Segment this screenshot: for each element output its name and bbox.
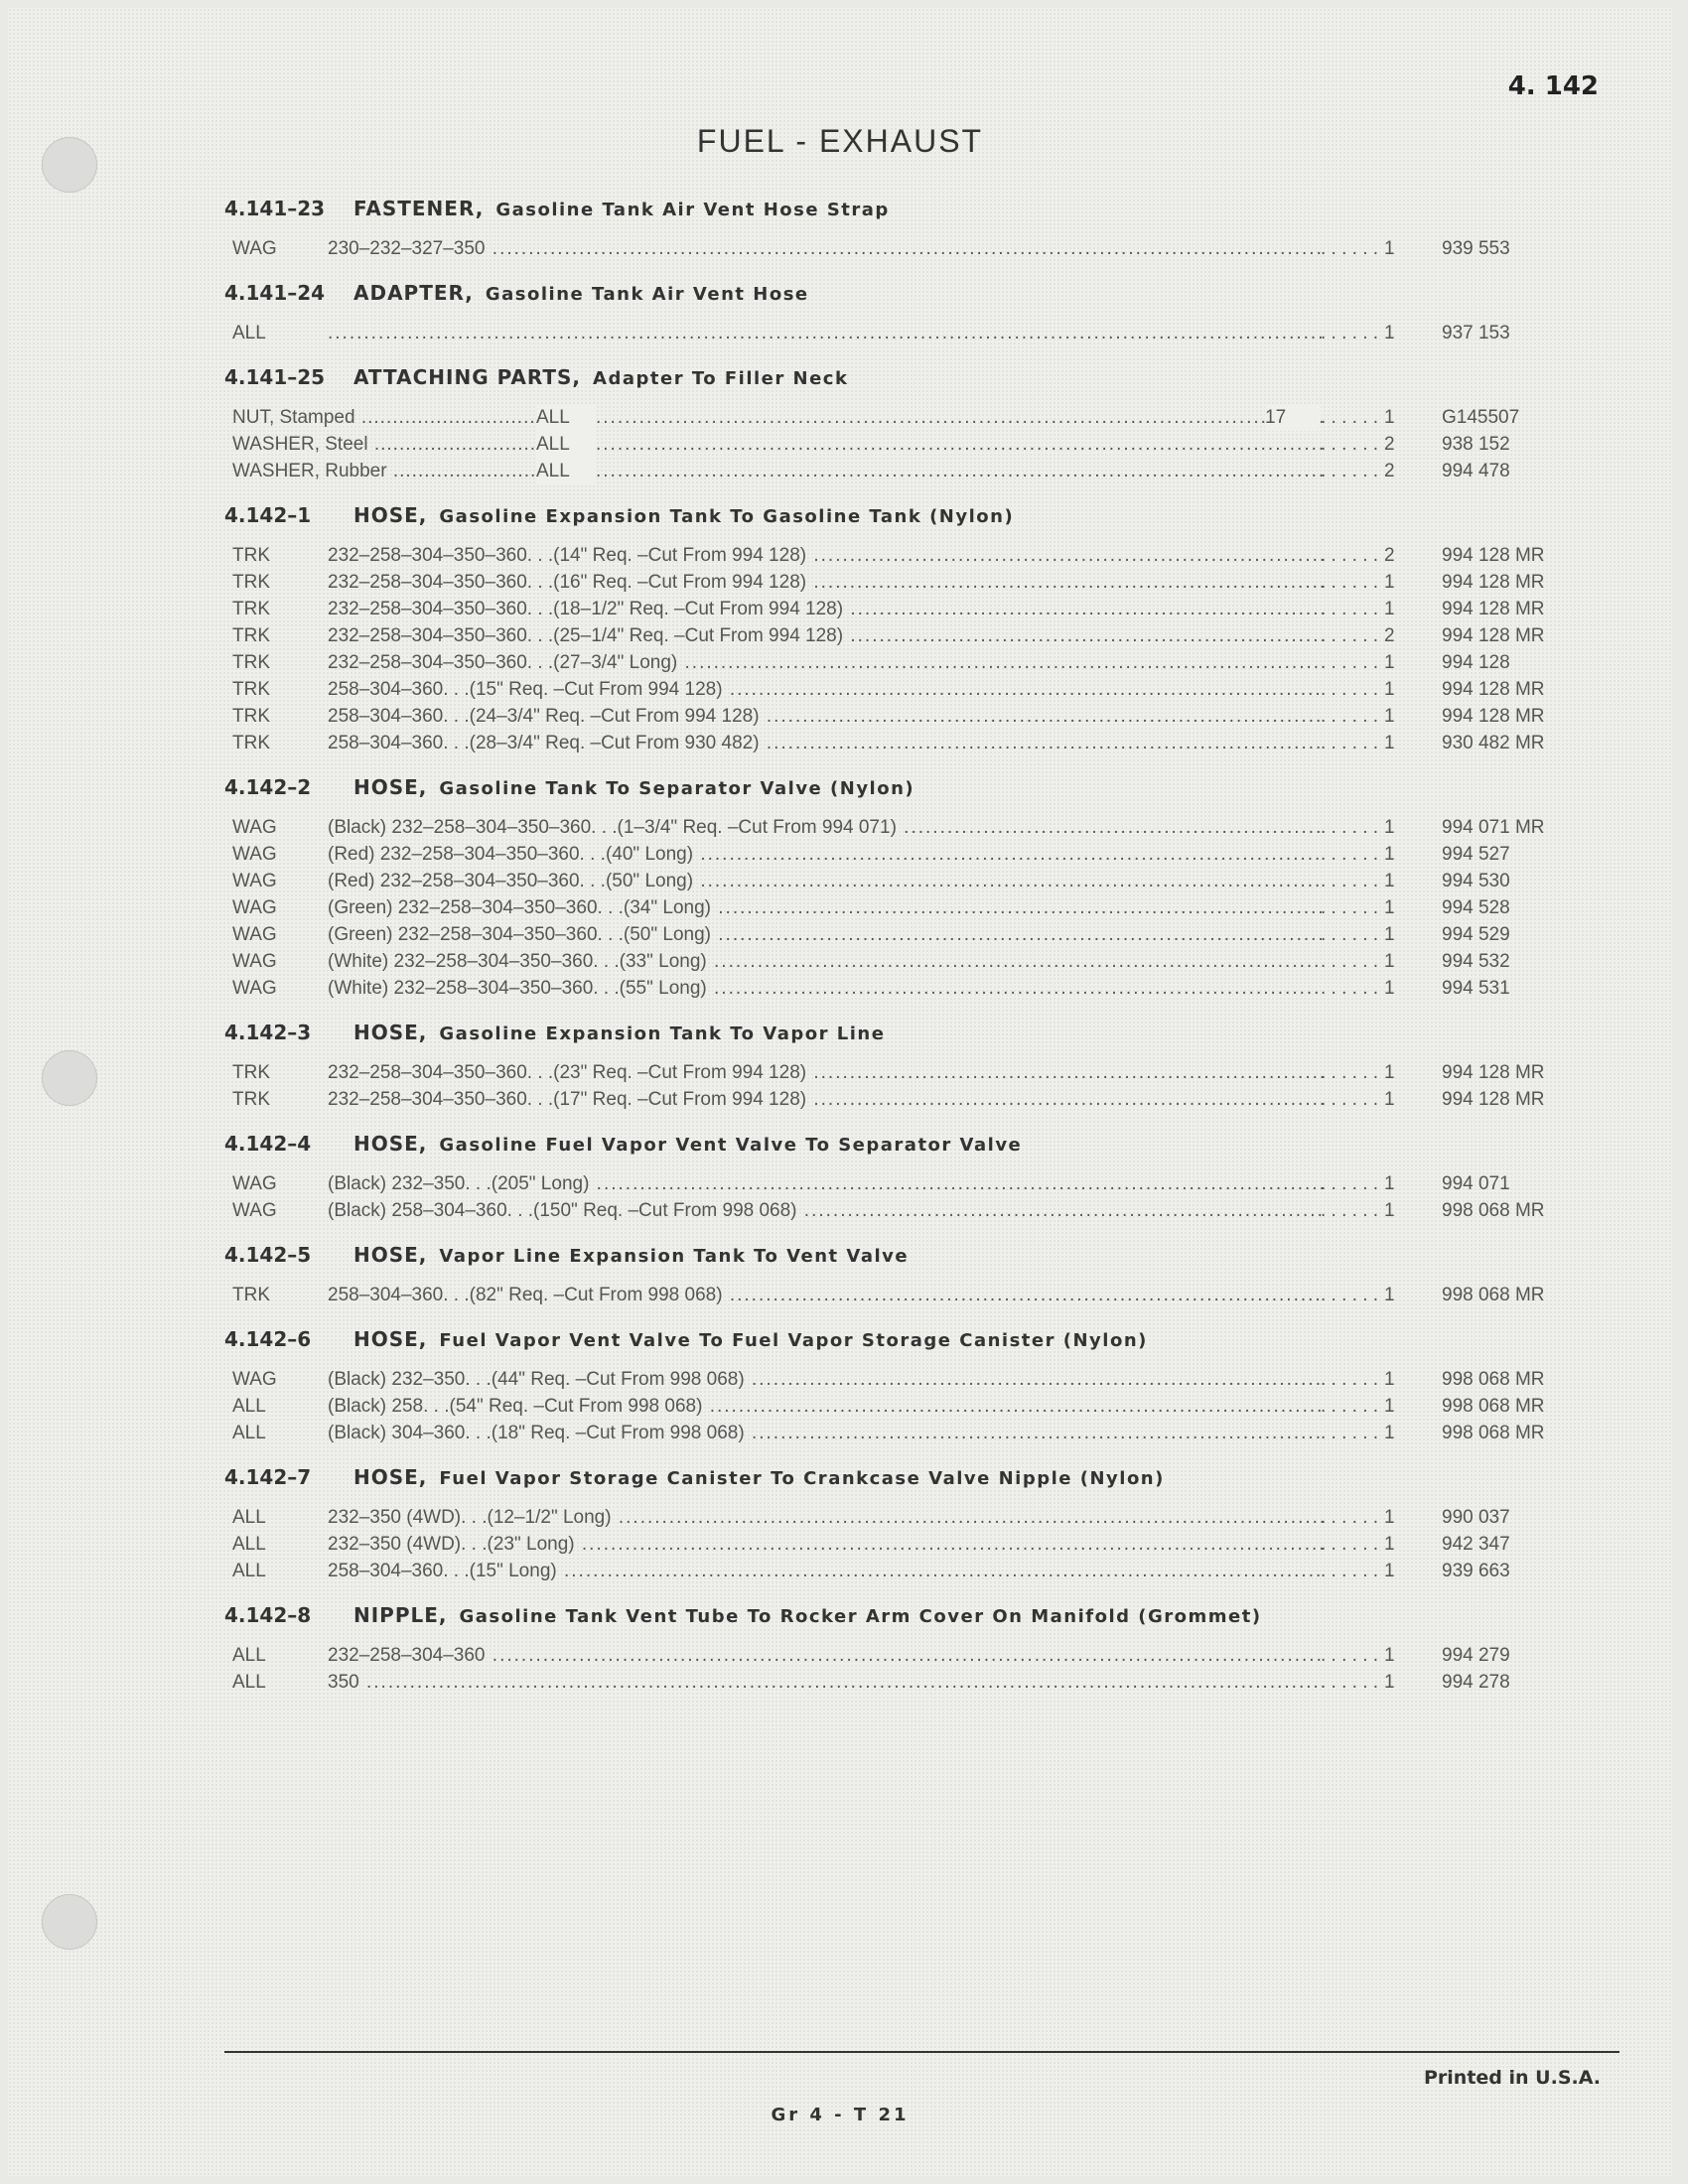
part-number: 994 278: [1442, 1672, 1510, 1693]
part-row: [224, 841, 1595, 868]
part-usage: ALL: [536, 404, 596, 431]
part-row: [224, 1059, 1595, 1086]
quantity: 1: [1384, 844, 1395, 865]
part-row: [224, 404, 1595, 431]
section-heading: [224, 493, 1595, 527]
section-part-name: HOSE,: [353, 1243, 428, 1267]
model-code: ALL: [232, 1423, 266, 1443]
quantity: 1: [1384, 1423, 1395, 1443]
section-number: 4.141–25: [224, 365, 326, 389]
part-row: [224, 894, 1595, 921]
part-row: [224, 320, 1595, 346]
quantity: 2: [1384, 625, 1395, 646]
part-row: [224, 1420, 1595, 1446]
model-code: WAG: [232, 871, 277, 891]
part-description: 232–258–304–360 .....: [328, 1642, 1323, 1669]
part-description: (Red) 232–258–304–350–360. . .(50" Long) .....: [328, 868, 1323, 894]
parts-section: [224, 1011, 1595, 1113]
part-row: [224, 1642, 1595, 1669]
parts-section: [224, 1455, 1595, 1584]
part-number: 994 071 MR: [1442, 817, 1545, 838]
part-number: 994 128 MR: [1442, 679, 1545, 700]
section-part-name: ADAPTER,: [353, 281, 474, 305]
section-heading: [224, 765, 1595, 799]
part-description: (Black) 232–350. . .(44" Req. –Cut From 998 068) .....: [328, 1366, 1323, 1393]
part-number: 994 128 MR: [1442, 599, 1545, 619]
column-leader: . . . . . .: [1321, 706, 1379, 727]
part-description: (Black) 232–350. . .(205" Long) .....: [328, 1170, 1323, 1197]
section-part-name: HOSE,: [353, 1021, 428, 1044]
part-row: [224, 1669, 1595, 1696]
column-leader: . . . . . .: [1321, 1396, 1379, 1417]
part-description: 258–304–360. . .(15" Req. –Cut From 994 128) .....: [328, 676, 1323, 703]
section-number: 4.142–6: [224, 1327, 312, 1351]
part-name: WASHER, Steel .....: [232, 431, 536, 458]
part-description: (White) 232–258–304–350–360. . .(55" Long) .....: [328, 975, 1323, 1002]
part-description: [596, 431, 1323, 458]
part-number: 998 068 MR: [1442, 1423, 1545, 1443]
part-name: WASHER, Rubber .....: [232, 458, 536, 484]
part-description: 232–258–304–350–360. . .(18–1/2" Req. –Cut From 994 128) .....: [328, 596, 1323, 622]
model-code: TRK: [232, 679, 270, 700]
column-leader: . . . . . .: [1321, 1285, 1379, 1305]
catalog-page: [8, 8, 1672, 2176]
model-code: TRK: [232, 652, 270, 673]
part-number: 994 530: [1442, 871, 1510, 891]
section-part-name: NIPPLE,: [353, 1603, 448, 1627]
model-code: ALL: [232, 1561, 266, 1581]
section-part-name: ATTACHING PARTS,: [353, 365, 582, 389]
model-code: WAG: [232, 1369, 277, 1390]
part-number: 994 279: [1442, 1645, 1510, 1666]
section-number: 4.142–2: [224, 775, 312, 799]
part-usage: ALL: [536, 458, 596, 484]
part-description: (Black) 258. . .(54" Req. –Cut From 998 068) .....: [328, 1393, 1323, 1420]
quantity: 1: [1384, 1672, 1395, 1693]
section-heading: [224, 1011, 1595, 1044]
column-leader: . . . . . .: [1321, 897, 1379, 918]
part-description: [328, 320, 1323, 346]
part-row: [224, 569, 1595, 596]
part-number: 994 527: [1442, 844, 1510, 865]
section-part-name: HOSE,: [353, 1327, 428, 1351]
part-number: 939 663: [1442, 1561, 1510, 1581]
section-number: 4.142–4: [224, 1132, 312, 1156]
model-code: WAG: [232, 238, 277, 259]
model-code: WAG: [232, 897, 277, 918]
column-leader: . . . . . .: [1321, 978, 1379, 999]
column-leader: . . . . . .: [1321, 1507, 1379, 1528]
part-number: 998 068 MR: [1442, 1285, 1545, 1305]
model-code: WAG: [232, 978, 277, 999]
quantity: 1: [1384, 1173, 1395, 1194]
part-number: 998 068 MR: [1442, 1200, 1545, 1221]
part-description: 232–258–304–350–360. . .(27–3/4" Long) .....: [328, 649, 1323, 676]
part-row: [224, 676, 1595, 703]
section-part-name: HOSE,: [353, 1465, 428, 1489]
part-row: [224, 649, 1595, 676]
column-leader: . . . . . .: [1321, 871, 1379, 891]
part-row: [224, 431, 1595, 458]
part-row: [224, 542, 1595, 569]
quantity: 1: [1384, 1561, 1395, 1581]
parts-section: [224, 1593, 1595, 1696]
section-description: Gasoline Expansion Tank To Vapor Line: [439, 1024, 886, 1044]
model-code: TRK: [232, 572, 270, 593]
part-number: 939 553: [1442, 238, 1510, 259]
part-description: (Red) 232–258–304–350–360. . .(40" Long) .....: [328, 841, 1323, 868]
section-heading: [224, 187, 1595, 220]
part-row: [224, 1504, 1595, 1531]
part-number: 998 068 MR: [1442, 1396, 1545, 1417]
column-leader: . . . . . .: [1321, 1423, 1379, 1443]
parts-section: [224, 271, 1595, 346]
parts-section: [224, 355, 1595, 484]
group-code: Gr 4 - T 21: [771, 2105, 910, 2125]
part-row: [224, 730, 1595, 756]
section-heading: [224, 1122, 1595, 1156]
part-number: 930 482 MR: [1442, 733, 1545, 753]
column-leader: . . . . . .: [1321, 238, 1379, 259]
section-description: Gasoline Tank Vent Tube To Rocker Arm Cover On Manifold (Grommet): [459, 1606, 1262, 1627]
quantity: 1: [1384, 1200, 1395, 1221]
printed-in-label: Printed in U.S.A.: [1424, 2067, 1601, 2089]
part-row: [224, 703, 1595, 730]
part-description: 258–304–360. . .(24–3/4" Req. –Cut From 994 128) .....: [328, 703, 1323, 730]
model-code: WAG: [232, 951, 277, 972]
model-code: TRK: [232, 1285, 270, 1305]
model-code: ALL: [232, 1672, 266, 1693]
page-title: FUEL - EXHAUST: [696, 123, 984, 159]
section-number: 4.142–3: [224, 1021, 312, 1044]
part-description: (Black) 258–304–360. . .(150" Req. –Cut From 998 068) .....: [328, 1197, 1323, 1224]
section-number: 4.142–8: [224, 1603, 312, 1627]
part-row: [224, 1558, 1595, 1584]
section-part-name: FASTENER,: [353, 197, 485, 220]
quantity: 1: [1384, 978, 1395, 999]
reference-number: 17: [1265, 404, 1321, 431]
quantity: 1: [1384, 572, 1395, 593]
part-description: (Black) 304–360. . .(18" Req. –Cut From 998 068) .....: [328, 1420, 1323, 1446]
parts-section: [224, 1233, 1595, 1308]
section-number: 4.142–5: [224, 1243, 312, 1267]
section-description: Fuel Vapor Vent Valve To Fuel Vapor Storage Canister (Nylon): [439, 1330, 1148, 1351]
quantity: 1: [1384, 407, 1395, 428]
column-leader: . . . . . .: [1321, 1089, 1379, 1110]
part-number: 994 128 MR: [1442, 625, 1545, 646]
model-code: WAG: [232, 924, 277, 945]
part-number: 994 128 MR: [1442, 545, 1545, 566]
quantity: 1: [1384, 1062, 1395, 1083]
parts-section: [224, 1122, 1595, 1224]
part-number: 990 037: [1442, 1507, 1510, 1528]
part-number: 998 068 MR: [1442, 1369, 1545, 1390]
model-code: ALL: [232, 1645, 266, 1666]
part-row: [224, 814, 1595, 841]
section-heading: [224, 1317, 1595, 1351]
parts-section: [224, 187, 1595, 262]
quantity: 1: [1384, 951, 1395, 972]
quantity: 1: [1384, 817, 1395, 838]
section-number: 4.141–23: [224, 197, 326, 220]
section-heading: [224, 271, 1595, 305]
section-heading: [224, 1455, 1595, 1489]
part-description: 350 .....: [328, 1669, 1323, 1696]
column-leader: . . . . . .: [1321, 844, 1379, 865]
section-number: 4.142–7: [224, 1465, 312, 1489]
model-code: TRK: [232, 733, 270, 753]
part-description: 232–258–304–350–360. . .(23" Req. –Cut From 994 128) .....: [328, 1059, 1323, 1086]
quantity: 1: [1384, 323, 1395, 343]
part-number: 994 529: [1442, 924, 1510, 945]
punch-hole: [42, 1050, 97, 1106]
column-leader: . . . . . .: [1321, 461, 1379, 481]
quantity: 1: [1384, 1534, 1395, 1555]
part-row: [224, 1393, 1595, 1420]
quantity: 1: [1384, 897, 1395, 918]
column-leader: . . . . . .: [1321, 733, 1379, 753]
column-leader: . . . . . .: [1321, 924, 1379, 945]
part-row: [224, 1170, 1595, 1197]
part-number: 937 153: [1442, 323, 1510, 343]
column-leader: . . . . . .: [1321, 572, 1379, 593]
part-name: NUT, Stamped .....: [232, 404, 536, 431]
section-part-name: HOSE,: [353, 1132, 428, 1156]
column-leader: . . . . . .: [1321, 1369, 1379, 1390]
column-leader: . . . . . .: [1321, 434, 1379, 455]
quantity: 1: [1384, 1396, 1395, 1417]
parts-section: [224, 1317, 1595, 1446]
quantity: 1: [1384, 1089, 1395, 1110]
part-description: 258–304–360. . .(15" Long) .....: [328, 1558, 1323, 1584]
footer-rule: [224, 2051, 1619, 2053]
model-code: TRK: [232, 706, 270, 727]
section-number: 4.142–1: [224, 503, 312, 527]
quantity: 1: [1384, 706, 1395, 727]
column-leader: . . . . . .: [1321, 407, 1379, 428]
part-row: [224, 1197, 1595, 1224]
part-description: 232–350 (4WD). . .(12–1/2" Long) .....: [328, 1504, 1323, 1531]
part-number: 942 347: [1442, 1534, 1510, 1555]
part-row: [224, 921, 1595, 948]
model-code: TRK: [232, 1062, 270, 1083]
model-code: TRK: [232, 625, 270, 646]
part-description: 232–258–304–350–360. . .(14" Req. –Cut From 994 128) .....: [328, 542, 1323, 569]
part-row: [224, 458, 1595, 484]
part-row: [224, 948, 1595, 975]
section-description: Adapter To Filler Neck: [593, 368, 849, 389]
quantity: 1: [1384, 1645, 1395, 1666]
parts-list: [224, 187, 1595, 1705]
model-code: WAG: [232, 1173, 277, 1194]
model-code: ALL: [232, 323, 266, 343]
column-leader: . . . . . .: [1321, 951, 1379, 972]
part-number: G145507: [1442, 407, 1520, 428]
column-leader: . . . . . .: [1321, 1062, 1379, 1083]
part-row: [224, 1086, 1595, 1113]
column-leader: . . . . . .: [1321, 1534, 1379, 1555]
part-number: 994 128 MR: [1442, 1089, 1545, 1110]
quantity: 1: [1384, 1369, 1395, 1390]
part-row: [224, 596, 1595, 622]
part-description: (Green) 232–258–304–350–360. . .(34" Long) .....: [328, 894, 1323, 921]
parts-section: [224, 765, 1595, 1002]
section-description: Gasoline Tank To Separator Valve (Nylon): [439, 778, 915, 799]
column-leader: . . . . . .: [1321, 1645, 1379, 1666]
section-description: Gasoline Expansion Tank To Gasoline Tank (Nylon): [439, 506, 1015, 527]
quantity: 2: [1384, 461, 1395, 481]
part-description: 230–232–327–350 .....: [328, 235, 1323, 262]
model-code: TRK: [232, 1089, 270, 1110]
quantity: 1: [1384, 924, 1395, 945]
section-heading: [224, 1593, 1595, 1627]
section-description: Gasoline Tank Air Vent Hose: [485, 284, 809, 305]
section-description: Fuel Vapor Storage Canister To Crankcase Valve Nipple (Nylon): [439, 1468, 1165, 1489]
part-number: 994 128: [1442, 652, 1510, 673]
column-leader: . . . . . .: [1321, 625, 1379, 646]
column-leader: . . . . . .: [1321, 323, 1379, 343]
part-number: 994 478: [1442, 461, 1510, 481]
section-heading: [224, 1233, 1595, 1267]
part-number: 938 152: [1442, 434, 1510, 455]
quantity: 1: [1384, 652, 1395, 673]
quantity: 1: [1384, 733, 1395, 753]
model-code: TRK: [232, 599, 270, 619]
punch-hole: [42, 1894, 97, 1950]
column-leader: . . . . . .: [1321, 1561, 1379, 1581]
part-description: [596, 458, 1323, 484]
part-description: 258–304–360. . .(28–3/4" Req. –Cut From 930 482) .....: [328, 730, 1323, 756]
column-leader: . . . . . .: [1321, 817, 1379, 838]
section-part-name: HOSE,: [353, 503, 428, 527]
part-description: 232–258–304–350–360. . .(16" Req. –Cut From 994 128) .....: [328, 569, 1323, 596]
quantity: 1: [1384, 871, 1395, 891]
quantity: 1: [1384, 599, 1395, 619]
model-code: ALL: [232, 1534, 266, 1555]
model-code: ALL: [232, 1507, 266, 1528]
part-usage: ALL: [536, 431, 596, 458]
column-leader: . . . . . .: [1321, 652, 1379, 673]
part-number: 994 532: [1442, 951, 1510, 972]
part-description: 232–258–304–350–360. . .(17" Req. –Cut From 994 128) .....: [328, 1086, 1323, 1113]
model-code: WAG: [232, 817, 277, 838]
part-description: [596, 404, 1323, 431]
section-part-name: HOSE,: [353, 775, 428, 799]
column-leader: . . . . . .: [1321, 679, 1379, 700]
part-number: 994 128 MR: [1442, 1062, 1545, 1083]
part-row: [224, 975, 1595, 1002]
column-leader: . . . . . .: [1321, 1672, 1379, 1693]
section-heading: [224, 355, 1595, 389]
quantity: 2: [1384, 545, 1395, 566]
model-code: ALL: [232, 1396, 266, 1417]
part-row: [224, 1531, 1595, 1558]
parts-section: [224, 493, 1595, 756]
part-row: [224, 235, 1595, 262]
quantity: 1: [1384, 238, 1395, 259]
quantity: 1: [1384, 1285, 1395, 1305]
part-row: [224, 1282, 1595, 1308]
column-leader: . . . . . .: [1321, 599, 1379, 619]
column-leader: . . . . . .: [1321, 545, 1379, 566]
part-description: (Black) 232–258–304–350–360. . .(1–3/4" Req. –Cut From 994 071) .....: [328, 814, 1323, 841]
part-number: 994 128 MR: [1442, 706, 1545, 727]
quantity: 1: [1384, 679, 1395, 700]
part-description: (Green) 232–258–304–350–360. . .(50" Long) .....: [328, 921, 1323, 948]
section-number: 4.141–24: [224, 281, 326, 305]
part-row: [224, 868, 1595, 894]
part-description: 232–258–304–350–360. . .(25–1/4" Req. –Cut From 994 128) .....: [328, 622, 1323, 649]
page-number: 4. 142: [1507, 71, 1599, 101]
section-description: Vapor Line Expansion Tank To Vent Valve: [439, 1246, 910, 1267]
part-number: 994 528: [1442, 897, 1510, 918]
section-description: Gasoline Fuel Vapor Vent Valve To Separator Valve: [439, 1135, 1023, 1156]
part-description: 232–350 (4WD). . .(23" Long) .....: [328, 1531, 1323, 1558]
section-description: Gasoline Tank Air Vent Hose Strap: [495, 200, 890, 220]
part-row: [224, 1366, 1595, 1393]
part-number: 994 071: [1442, 1173, 1510, 1194]
part-row: [224, 622, 1595, 649]
quantity: 2: [1384, 434, 1395, 455]
quantity: 1: [1384, 1507, 1395, 1528]
column-leader: . . . . . .: [1321, 1173, 1379, 1194]
part-description: 258–304–360. . .(82" Req. –Cut From 998 068) .....: [328, 1282, 1323, 1308]
part-number: 994 531: [1442, 978, 1510, 999]
column-leader: . . . . . .: [1321, 1200, 1379, 1221]
model-code: WAG: [232, 844, 277, 865]
part-number: 994 128 MR: [1442, 572, 1545, 593]
model-code: WAG: [232, 1200, 277, 1221]
part-description: (White) 232–258–304–350–360. . .(33" Long) .....: [328, 948, 1323, 975]
model-code: TRK: [232, 545, 270, 566]
